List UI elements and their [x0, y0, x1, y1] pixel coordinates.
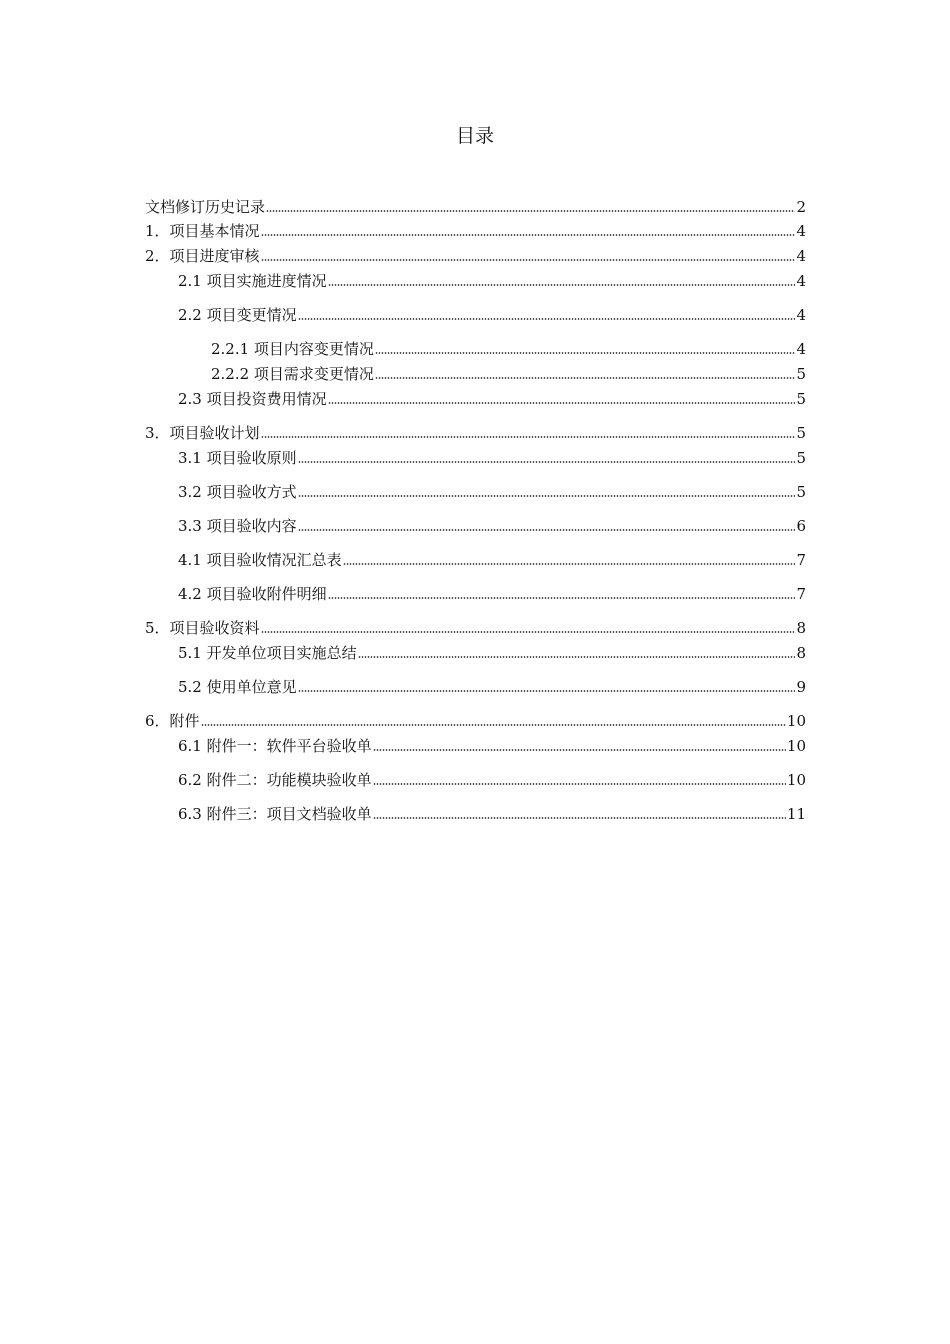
dot-leader — [298, 494, 796, 498]
dot-leader — [358, 655, 796, 659]
dot-leader — [373, 748, 786, 752]
dot-leader — [375, 376, 796, 380]
toc-page-number: 6 — [796, 517, 806, 535]
toc-entry-text: 1．项目基本情况 — [145, 222, 260, 240]
toc-entry-text: 4.2 项目验收附件明细 — [178, 585, 327, 603]
dot-leader — [298, 317, 796, 321]
toc-entry-text: 6.1 附件一：软件平台验收单 — [178, 737, 372, 755]
dot-leader — [373, 816, 786, 820]
toc-page-number: 4 — [796, 272, 806, 290]
toc-page-number: 5 — [796, 365, 806, 383]
toc-page-number: 4 — [796, 222, 806, 240]
toc-entry-text: 3.1 项目验收原则 — [178, 449, 297, 467]
dot-leader — [373, 782, 786, 786]
toc-title: 目录 — [455, 125, 494, 147]
toc-page-number: 4 — [796, 247, 806, 265]
dot-leader — [261, 233, 796, 237]
toc-entry-text: 5.1 开发单位项目实施总结 — [178, 644, 357, 662]
toc-entry-text: 2.2 项目变更情况 — [178, 306, 297, 324]
dot-leader — [375, 351, 796, 355]
toc-page-number: 9 — [796, 678, 806, 696]
toc-entry-1[interactable] — [145, 221, 806, 241]
toc-entry-text: 2.3 项目投资费用情况 — [178, 390, 327, 408]
toc-entry-2-2[interactable] — [178, 305, 806, 325]
toc-entry-text: 文档修订历史记录 — [145, 198, 266, 216]
toc-page-number: 8 — [796, 644, 806, 662]
toc-page-number: 10 — [786, 737, 806, 755]
toc-entry-6-3[interactable] — [178, 804, 806, 824]
toc-entry-6[interactable] — [145, 711, 806, 731]
toc-page-number: 5 — [796, 449, 806, 467]
dot-leader — [298, 528, 796, 532]
dot-leader — [261, 630, 796, 634]
toc-entry-3-1[interactable] — [178, 448, 806, 468]
toc-page-number: 5 — [796, 424, 806, 442]
toc-entry-text: 2.2.2 项目需求变更情况 — [211, 365, 374, 383]
toc-entry-text: 3.2 项目验收方式 — [178, 483, 297, 501]
toc-entry-3[interactable] — [145, 423, 806, 443]
dot-leader — [261, 258, 796, 262]
toc-page-number: 2 — [796, 198, 806, 216]
toc-entry-text: 2．项目进度审核 — [145, 247, 260, 265]
dot-leader — [328, 283, 796, 287]
dot-leader — [343, 562, 796, 566]
dot-leader — [298, 689, 796, 693]
dot-leader — [201, 723, 786, 727]
toc-entry-5[interactable] — [145, 618, 806, 638]
toc-page-number: 7 — [796, 585, 806, 603]
toc-entry-2-2-2[interactable] — [211, 364, 806, 384]
toc-entry-6-2[interactable] — [178, 770, 806, 790]
toc-entry-2[interactable] — [145, 246, 806, 266]
dot-leader — [261, 435, 796, 439]
toc-page-number: 4 — [796, 340, 806, 358]
toc-page-number: 7 — [796, 551, 806, 569]
toc-page-number: 4 — [796, 306, 806, 324]
toc-entry-text: 5.2 使用单位意见 — [178, 678, 297, 696]
toc-entry-2-1[interactable] — [178, 271, 806, 291]
toc-entry-revision-history[interactable] — [145, 197, 806, 217]
toc-page-number: 8 — [796, 619, 806, 637]
toc-entry-4-2[interactable] — [178, 584, 806, 604]
toc-entry-text: 5．项目验收资料 — [145, 619, 260, 637]
toc-entry-text: 6.3 附件三：项目文档验收单 — [178, 805, 372, 823]
dot-leader — [328, 596, 796, 600]
toc-entry-5-2[interactable] — [178, 677, 806, 697]
toc-entry-2-2-1[interactable] — [211, 339, 806, 359]
toc-entry-3-3[interactable] — [178, 516, 806, 536]
toc-entry-5-1[interactable] — [178, 643, 806, 663]
toc-entry-3-2[interactable] — [178, 482, 806, 502]
dot-leader — [298, 460, 796, 464]
toc-page-number: 5 — [796, 483, 806, 501]
toc-entry-text: 3.3 项目验收内容 — [178, 517, 297, 535]
toc-page-number: 10 — [786, 771, 806, 789]
toc-entry-text: 2.2.1 项目内容变更情况 — [211, 340, 374, 358]
toc-page-number: 11 — [786, 805, 806, 823]
toc-entry-4-1[interactable] — [178, 550, 806, 570]
toc-page-number: 5 — [796, 390, 806, 408]
toc-entry-text: 6.2 附件二：功能模块验收单 — [178, 771, 372, 789]
toc-entry-text: 3．项目验收计划 — [145, 424, 260, 442]
toc-entry-2-3[interactable] — [178, 389, 806, 409]
toc-page-number: 10 — [786, 712, 806, 730]
toc-entry-text: 4.1 项目验收情况汇总表 — [178, 551, 342, 569]
toc-entry-6-1[interactable] — [178, 736, 806, 756]
dot-leader — [266, 209, 795, 213]
dot-leader — [328, 401, 796, 405]
toc-entry-text: 2.1 项目实施进度情况 — [178, 272, 327, 290]
toc-entry-text: 6．附件 — [145, 712, 200, 730]
